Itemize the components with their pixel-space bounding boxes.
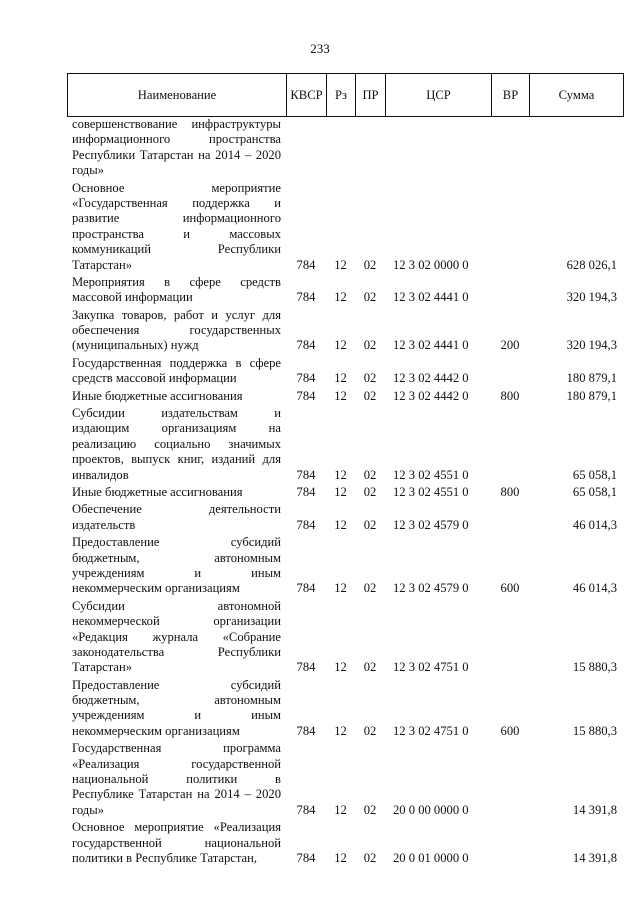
sum-cell: 180 879,1 xyxy=(566,388,617,403)
table-row xyxy=(67,678,623,740)
name-line: издательств xyxy=(72,517,136,532)
name-line: Основное мероприятие xyxy=(72,180,281,195)
sum-cell: 65 058,1 xyxy=(572,485,617,499)
csr-cell: 12 3 02 4551 0 xyxy=(393,485,469,499)
rz-cell: 12 xyxy=(334,802,347,817)
table-row xyxy=(67,117,623,179)
kvsr-cell: 784 xyxy=(296,388,316,403)
sum-cell: 628 026,1 xyxy=(566,257,617,272)
name-line: национальной политики в xyxy=(72,772,281,787)
vr-cell xyxy=(491,741,529,818)
vr-cell: 600 xyxy=(500,723,520,738)
name-line: Иные бюджетные ассигнования xyxy=(72,388,243,403)
header-name: Наименование xyxy=(68,74,287,117)
name-line: Республике Татарстан на 2014 – 2020 xyxy=(72,787,281,802)
csr-cell xyxy=(385,117,491,179)
name-line: издающим организациям на xyxy=(72,421,281,436)
vr-cell xyxy=(491,181,529,273)
csr-cell: 12 3 02 4751 0 xyxy=(393,660,469,675)
table-row xyxy=(67,406,623,483)
name-cell xyxy=(67,820,286,866)
name-line: Предоставление субсидий xyxy=(72,677,281,692)
name-line: (муниципальных) нужд xyxy=(72,338,199,353)
rz-cell: 12 xyxy=(334,388,347,403)
table-row xyxy=(67,389,623,404)
kvsr-cell: 784 xyxy=(296,371,316,386)
name-line: некоммерческим организациям xyxy=(72,723,240,738)
table-row xyxy=(67,356,623,387)
kvsr-cell: 784 xyxy=(296,581,316,596)
vr-cell: 600 xyxy=(500,581,520,596)
name-line: годы» xyxy=(72,163,104,178)
csr-cell: 12 3 02 4579 0 xyxy=(393,517,469,532)
table-row xyxy=(67,820,623,866)
vr-cell xyxy=(491,356,529,387)
rz-cell: 12 xyxy=(334,723,347,738)
pr-cell xyxy=(355,117,385,179)
csr-cell: 12 3 02 4579 0 xyxy=(393,581,469,596)
kvsr-cell: 784 xyxy=(296,290,316,305)
rz-cell: 12 xyxy=(334,257,347,272)
kvsr-cell: 784 xyxy=(296,802,316,817)
name-line: коммуникаций Республики xyxy=(72,242,281,257)
pr-cell: 02 xyxy=(363,257,377,272)
name-cell xyxy=(67,741,286,818)
name-line: массовой информации xyxy=(72,290,193,305)
name-cell xyxy=(67,502,286,533)
vr-cell xyxy=(491,820,529,866)
name-line: совершенствование инфраструктуры xyxy=(72,117,281,131)
rz-cell: 12 xyxy=(334,850,347,865)
csr-cell: 12 3 02 4751 0 xyxy=(393,723,469,738)
name-line: Государственная поддержка в сфере xyxy=(72,355,281,370)
kvsr-cell: 784 xyxy=(296,723,316,738)
name-line: инвалидов xyxy=(72,467,129,482)
name-cell xyxy=(67,181,286,273)
pr-cell: 02 xyxy=(363,850,377,865)
name-line: реализацию социально значимых xyxy=(72,436,281,451)
table-row xyxy=(67,308,623,354)
name-cell xyxy=(67,678,286,740)
name-line: Татарстан» xyxy=(72,660,133,675)
name-line: некоммерческой организации xyxy=(72,614,281,629)
name-line: «Реализация государственной xyxy=(72,756,281,771)
kvsr-cell: 784 xyxy=(296,467,316,482)
budget-table xyxy=(67,117,623,868)
rz-cell: 12 xyxy=(334,581,347,596)
pr-cell: 02 xyxy=(363,802,377,817)
rz-cell: 12 xyxy=(334,290,347,305)
name-cell xyxy=(67,308,286,354)
name-line: «Государственная поддержка и xyxy=(72,195,281,210)
sum-cell: 14 391,8 xyxy=(572,850,617,865)
name-line: средств массовой информации xyxy=(72,371,237,386)
vr-cell: 800 xyxy=(500,388,520,403)
header-sum: Сумма xyxy=(530,74,624,117)
rz-cell xyxy=(326,117,355,179)
page-number: 233 xyxy=(310,41,330,56)
name-line: законодательства Республики xyxy=(72,644,281,659)
sum-cell: 15 880,3 xyxy=(572,660,617,675)
name-line: информационного пространства xyxy=(72,132,281,147)
name-line: Субсидии издательствам и xyxy=(72,406,281,421)
name-cell xyxy=(67,406,286,483)
name-line: Государственная программа xyxy=(72,741,281,756)
rz-cell: 12 xyxy=(334,467,347,482)
header-rz: Рз xyxy=(327,74,356,117)
vr-cell xyxy=(491,502,529,533)
rz-cell: 12 xyxy=(334,371,347,386)
vr-cell: 800 xyxy=(500,485,520,499)
kvsr-cell: 784 xyxy=(296,485,316,499)
kvsr-cell: 784 xyxy=(296,660,316,675)
name-line: Субсидии автономной xyxy=(72,598,281,613)
name-line: годы» xyxy=(72,802,104,817)
table-row xyxy=(67,741,623,818)
name-line: Республики Татарстан на 2014 – 2020 xyxy=(72,147,281,162)
name-cell xyxy=(67,356,286,387)
header-kvsr: КВСР xyxy=(287,74,327,117)
rz-cell: 12 xyxy=(334,660,347,675)
name-line: государственной национальной xyxy=(72,835,281,850)
pr-cell: 02 xyxy=(363,467,377,482)
header-pr: ПР xyxy=(356,74,386,117)
name-line: пространства и массовых xyxy=(72,226,281,241)
name-cell xyxy=(67,599,286,676)
pr-cell: 02 xyxy=(363,290,377,305)
name-line: Иные бюджетные ассигнования xyxy=(72,485,243,499)
header-csr: ЦСР xyxy=(386,74,492,117)
name-line: Мероприятия в сфере средств xyxy=(72,274,281,289)
csr-cell: 12 3 02 4442 0 xyxy=(393,388,469,403)
sum-cell: 180 879,1 xyxy=(566,371,617,386)
sum-cell: 15 880,3 xyxy=(572,723,617,738)
table-row xyxy=(67,502,623,533)
pr-cell: 02 xyxy=(363,723,377,738)
name-line: учреждениям и иным xyxy=(72,708,281,723)
table-row xyxy=(67,181,623,273)
sum-cell: 320 194,3 xyxy=(566,338,617,353)
header-vr: ВР xyxy=(492,74,530,117)
sum-cell: 65 058,1 xyxy=(572,467,617,482)
csr-cell: 12 3 02 0000 0 xyxy=(393,257,469,272)
pr-cell: 02 xyxy=(363,388,377,403)
vr-cell xyxy=(491,406,529,483)
name-line: проектов, выпуск книг, изданий для xyxy=(72,452,281,467)
sum-cell: 14 391,8 xyxy=(572,802,617,817)
vr-cell xyxy=(491,599,529,676)
pr-cell: 02 xyxy=(363,517,377,532)
csr-cell: 12 3 02 4551 0 xyxy=(393,467,469,482)
name-line: Основное мероприятие «Реализация xyxy=(72,820,281,835)
name-line: Татарстан» xyxy=(72,257,133,272)
pr-cell: 02 xyxy=(363,660,377,675)
name-line: бюджетным, автономным xyxy=(72,550,281,565)
kvsr-cell: 784 xyxy=(296,257,316,272)
name-line: Предоставление субсидий xyxy=(72,535,281,550)
pr-cell: 02 xyxy=(363,371,377,386)
sum-cell: 46 014,3 xyxy=(572,581,617,596)
csr-cell: 12 3 02 4442 0 xyxy=(393,371,469,386)
name-cell xyxy=(67,535,286,597)
name-line: обеспечения государственных xyxy=(72,323,281,338)
name-cell xyxy=(67,275,286,306)
name-cell xyxy=(67,117,286,179)
name-line: бюджетным, автономным xyxy=(72,693,281,708)
table-row xyxy=(67,485,623,500)
name-cell xyxy=(67,485,286,500)
sum-cell xyxy=(529,117,623,179)
sum-cell: 320 194,3 xyxy=(566,290,617,305)
name-cell xyxy=(67,389,286,404)
kvsr-cell: 784 xyxy=(296,517,316,532)
csr-cell: 20 0 01 0000 0 xyxy=(393,850,469,865)
pr-cell: 02 xyxy=(363,485,377,499)
rz-cell: 12 xyxy=(334,338,347,353)
name-line: «Редакция журнала «Собрание xyxy=(72,629,281,644)
vr-cell xyxy=(491,117,529,179)
name-line: некоммерческим организациям xyxy=(72,581,240,596)
vr-cell: 200 xyxy=(500,338,520,353)
csr-cell: 12 3 02 4441 0 xyxy=(393,290,469,305)
name-line: учреждениям и иным xyxy=(72,565,281,580)
name-line: Закупка товаров, работ и услуг для xyxy=(72,307,281,322)
table-header xyxy=(67,73,624,117)
vr-cell xyxy=(491,275,529,306)
name-line: Обеспечение деятельности xyxy=(72,502,281,517)
name-line: политики в Республике Татарстан, xyxy=(72,851,258,865)
rz-cell: 12 xyxy=(334,517,347,532)
table-row xyxy=(67,535,623,597)
pr-cell: 02 xyxy=(363,581,377,596)
kvsr-cell xyxy=(286,117,326,179)
table-row xyxy=(67,599,623,676)
kvsr-cell: 784 xyxy=(296,850,316,865)
csr-cell: 12 3 02 4441 0 xyxy=(393,338,469,353)
kvsr-cell: 784 xyxy=(296,338,316,353)
csr-cell: 20 0 00 0000 0 xyxy=(393,802,469,817)
sum-cell: 46 014,3 xyxy=(572,517,617,532)
table-row xyxy=(67,275,623,306)
name-line: развитие информационного xyxy=(72,211,281,226)
row-spacer xyxy=(67,866,623,868)
pr-cell: 02 xyxy=(363,338,377,353)
rz-cell: 12 xyxy=(334,485,347,499)
